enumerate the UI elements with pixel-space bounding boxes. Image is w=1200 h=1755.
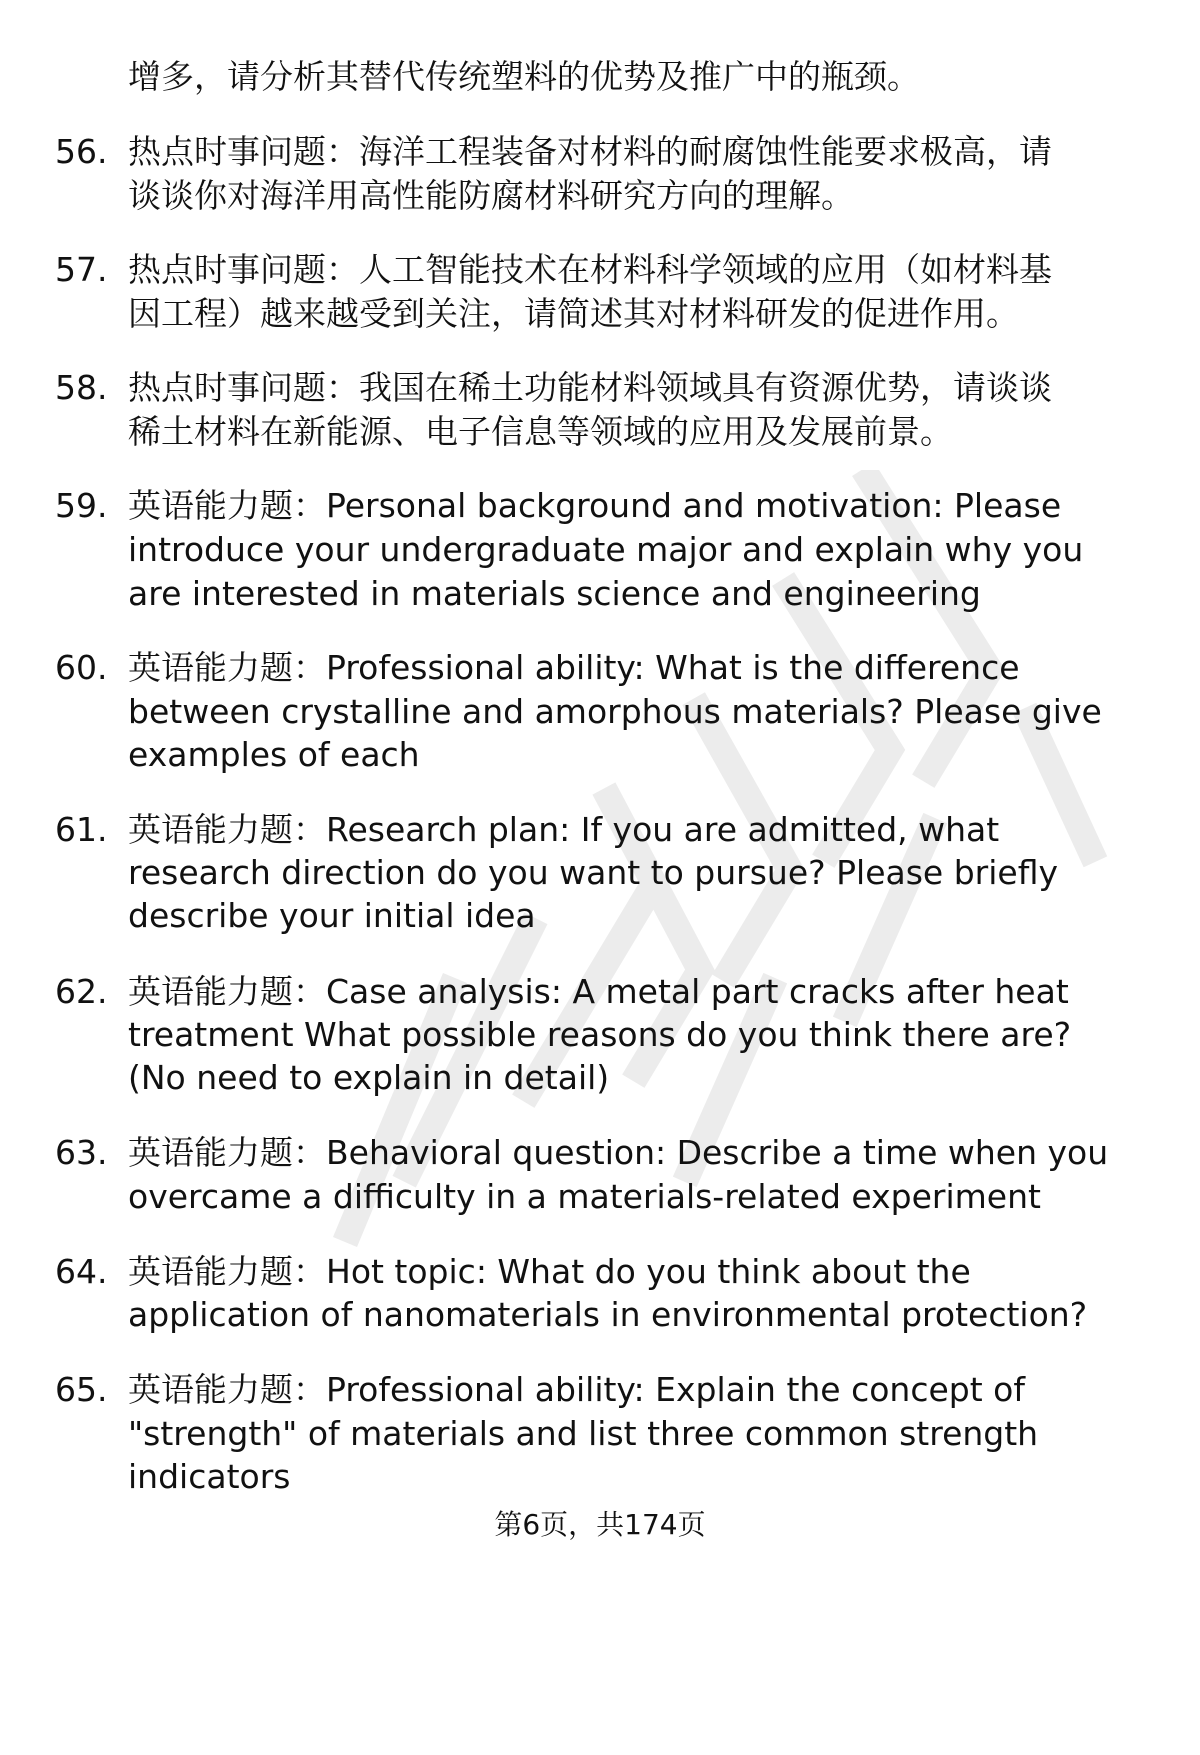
item-number: 56. xyxy=(55,132,108,171)
item-text-line: 谈谈你对海洋用高性能防腐材料研究方向的理解。 xyxy=(128,176,854,215)
continuation-line: 增多，请分析其替代传统塑料的优势及推广中的瓶颈。 xyxy=(128,57,920,96)
item-number: 57. xyxy=(55,250,108,289)
item-text-line: 英语能力题：Personal background and motivation: Please xyxy=(128,486,1062,525)
item-text-line: 因工程）越来越受到关注，请简述其对材料研发的促进作用。 xyxy=(128,294,1019,333)
item-text-line: "strength" of materials and list three common strength xyxy=(128,1414,1039,1453)
item-text-line: 英语能力题：Hot topic: What do you think about the xyxy=(128,1252,971,1291)
item-text-line: 热点时事问题：海洋工程装备对材料的耐腐蚀性能要求极高，请 xyxy=(128,132,1052,171)
item-number: 64. xyxy=(55,1252,108,1291)
item-number: 65. xyxy=(55,1370,108,1409)
page-footer: 第6页，共174页 xyxy=(494,1508,706,1541)
item-text-line: 英语能力题：Case analysis: A metal part cracks after heat xyxy=(128,972,1069,1011)
item-text-line: indicators xyxy=(128,1457,291,1496)
item-text-line: are interested in materials science and engineering xyxy=(128,574,981,613)
item-text-line: 热点时事问题：我国在稀土功能材料领域具有资源优势，请谈谈 xyxy=(128,368,1052,407)
item-number: 62. xyxy=(55,972,108,1011)
item-text-line: 热点时事问题：人工智能技术在材料科学领域的应用（如材料基 xyxy=(128,250,1052,289)
item-text-line: examples of each xyxy=(128,735,420,774)
item-text-line: 英语能力题：Behavioral question: Describe a time when you xyxy=(128,1133,1109,1172)
item-text-line: 英语能力题：Professional ability: What is the difference xyxy=(128,648,1020,687)
item-text-line: between crystalline and amorphous materials? Please give xyxy=(128,692,1102,731)
item-text-line: introduce your undergraduate major and explain why you xyxy=(128,530,1084,569)
item-text-line: describe your initial idea xyxy=(128,896,536,935)
item-number: 61. xyxy=(55,810,108,849)
item-number: 59. xyxy=(55,486,108,525)
item-text-line: 稀土材料在新能源、电子信息等领域的应用及发展前景。 xyxy=(128,412,953,451)
item-text-line: overcame a difficulty in a materials-related experiment xyxy=(128,1177,1041,1216)
item-text-line: 英语能力题：Professional ability: Explain the concept of xyxy=(128,1370,1025,1409)
item-text-line: treatment What possible reasons do you think there are? xyxy=(128,1015,1072,1054)
item-text-line: application of nanomaterials in environmental protection? xyxy=(128,1295,1088,1334)
item-number: 60. xyxy=(55,648,108,687)
item-text-line: research direction do you want to pursue? Please briefly xyxy=(128,853,1059,892)
item-number: 63. xyxy=(55,1133,108,1172)
item-number: 58. xyxy=(55,368,108,407)
item-text-line: (No need to explain in detail) xyxy=(128,1058,610,1097)
item-text-line: 英语能力题：Research plan: If you are admitted, what xyxy=(128,810,1000,849)
